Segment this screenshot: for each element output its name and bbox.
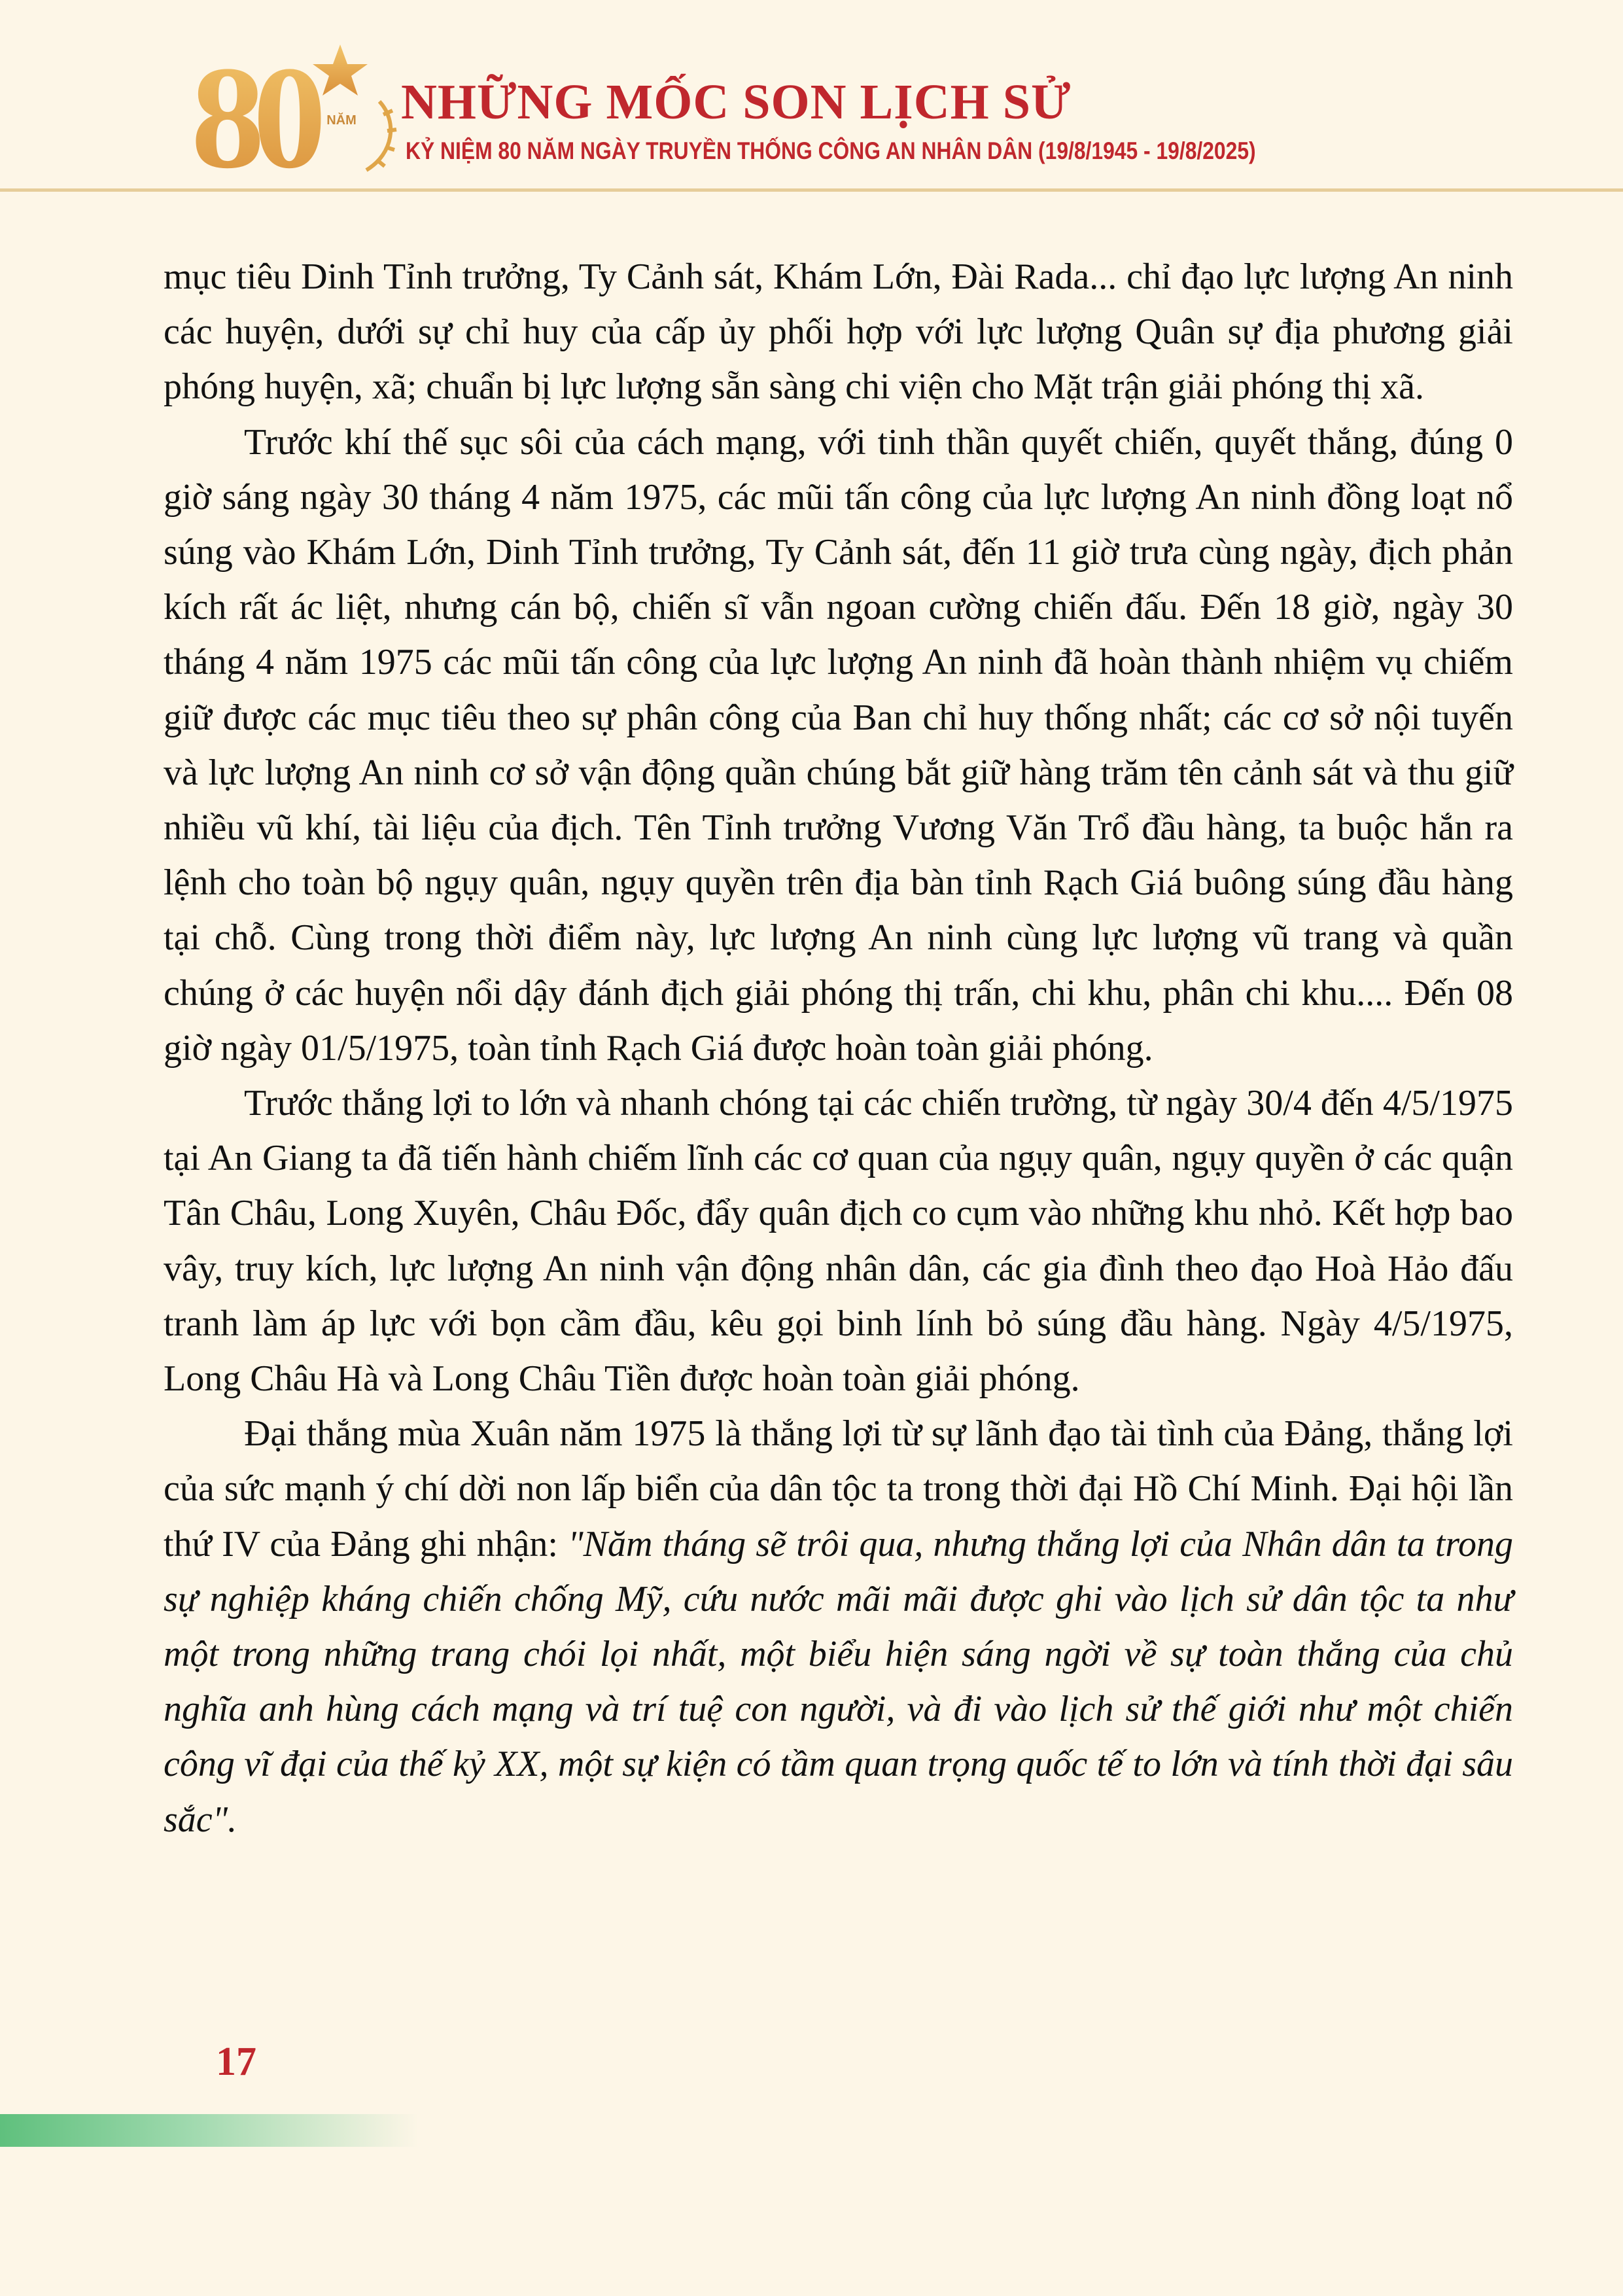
paragraph-3: Trước thắng lợi to lớn và nhanh chóng tại các chiến trường, từ ngày 30/4 đến 4/5/1975 tại An Giang ta đã tiến hành chiếm lĩnh các cơ quan của ngụy quân, ngụy quyền ở các quận Tân Châu, Long Xuyên, Châu Đốc, đẩy quân địch co cụm vào những khu nhỏ. Kết hợp bao vây, truy kích, lực lượng An ninh vận động nhân dân, các gia đình theo đạo Hoà Hảo đấu tranh làm áp lực với bọn cầm đầu, kêu gọi binh lính bỏ súng đầu hàng. Ngày 4/5/1975, Long Châu Hà và Long Châu Tiền được hoàn toàn giải phóng. bbox=[164, 1083, 1513, 1400]
paragraph-4-intro: Đại thắng mùa Xuân năm 1975 là thắng lợi từ sự lãnh đạo tài tình của Đảng, thắng lợi của sức mạnh ý chí dời non lấp biển của dân tộc ta trong thời đại Hồ Chí Minh. Đại hội lần thứ IV của Đảng ghi nhận: bbox=[164, 1413, 1513, 1564]
congress-quote: "Năm tháng sẽ trôi qua, nhưng thắng lợi của Nhân dân ta trong sự nghiệp kháng chiến chống Mỹ, cứu nước mãi mãi được ghi vào lịch sử dân tộc ta như một trong những trang chói lọi nhất, một biểu hiện sáng ngời về sự toàn thắng của chủ nghĩa anh hùng cách mạng và trí tuệ con người, và đi vào lịch sử thế giới như một chiến công vĩ đại của thế kỷ XX, một sự kiện có tầm quan trọng quốc tế to lớn và tính thời đại sâu sắc". bbox=[164, 1523, 1513, 1840]
article-body bbox=[164, 249, 1513, 1847]
logo-number: 80 bbox=[191, 39, 315, 177]
page-number: 17 bbox=[216, 2040, 256, 2084]
star-icon bbox=[313, 44, 368, 96]
footer-accent-bar bbox=[0, 2114, 419, 2147]
paragraph-4 bbox=[164, 1406, 1513, 1847]
paragraph-2: Trước khí thế sục sôi của cách mạng, với tinh thần quyết chiến, quyết thắng, đúng 0 giờ sáng ngày 30 tháng 4 năm 1975, các mũi tấn công của lực lượng An ninh đồng loạt nổ súng vào Khám Lớn, Dinh Tỉnh trưởng, Ty Cảnh sát, đến 11 giờ trưa cùng ngày, địch phản kích rất ác liệt, nhưng cán bộ, chiến sĩ vẫn ngoan cường chiến đấu. Đến 18 giờ, ngày 30 tháng 4 năm 1975 các mũi tấn công của lực lượng An ninh đã hoàn thành nhiệm vụ chiếm giữ được các mục tiêu theo sự phân công của Ban chỉ huy thống nhất; các cơ sở nội tuyến và lực lượng An ninh cơ sở vận động quần chúng bắt giữ hàng trăm tên cảnh sát và thu giữ nhiều vũ khí, tài liệu của địch. Tên Tỉnh trưởng Vương Văn Trổ đầu hàng, ta buộc hắn ra lệnh cho toàn bộ ngụy quân, ngụy quyền trên địa bàn tỉnh Rạch Giá buông súng đầu hàng tại chỗ. Cùng trong thời điểm này, lực lượng An ninh cùng lực lượng vũ trang và quần chúng ở các huyện nổi dậy đánh địch giải phóng thị trấn, chi khu, phân chi khu.... Đến 08 giờ ngày 01/5/1975, toàn tỉnh Rạch Giá được hoàn toàn giải phóng. bbox=[164, 421, 1513, 1069]
page-header bbox=[0, 0, 1623, 196]
anniversary-logo bbox=[190, 39, 406, 177]
page-title: NHỮNG MỐC SON LỊCH SỬ bbox=[401, 75, 1072, 130]
header-divider bbox=[0, 188, 1623, 192]
logo-label: NĂM bbox=[326, 113, 357, 128]
paragraph-1: mục tiêu Dinh Tỉnh trưởng, Ty Cảnh sát, Khám Lớn, Đài Rada... chỉ đạo lực lượng An ninh các huyện, dưới sự chỉ huy của cấp ủy phối hợp với lực lượng Quân sự địa phương giải phóng huyện, xã; chuẩn bị lực lượng sẵn sàng chi viện cho Mặt trận giải phóng thị xã. bbox=[164, 256, 1513, 408]
page-subtitle: KỶ NIỆM 80 NĂM NGÀY TRUYỀN THỐNG CÔNG AN NHÂN DÂN (19/8/1945 - 19/8/2025) bbox=[406, 137, 1256, 164]
